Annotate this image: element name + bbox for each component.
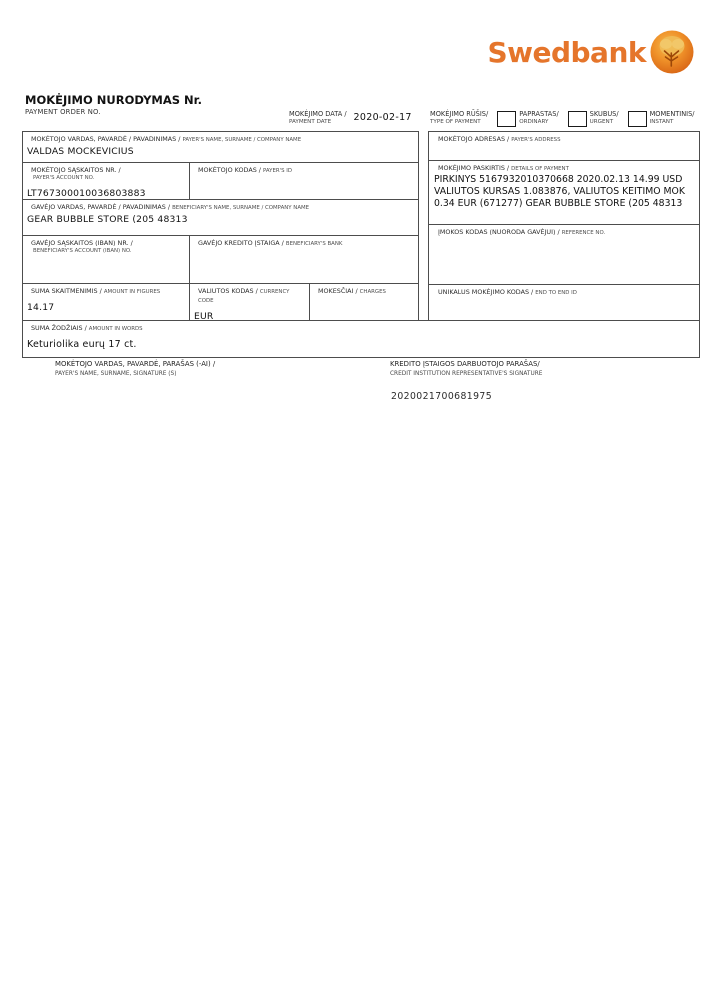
reference-no-cell: ĮMOKOS KODAS (NUORODA GAVĖJUI) / REFERENCE NO. <box>429 225 699 285</box>
beneficiary-name-cell: GAVĖJO VARDAS, PAVARDĖ / PAVADINIMAS / BENEFICIARY'S NAME, SURNAME / COMPANY NAME GEAR BUBBLE STORE (205 48313 <box>23 200 418 235</box>
payment-type-option-urgent <box>568 111 619 127</box>
amount-figures-cell: SUMA SKAITMENIMIS / AMOUNT IN FIGURES 14.17 <box>23 284 189 320</box>
payment-details-value: PIRKINYS 5167932010370668 2020.02.13 14.99 USD VALIUTOS KURSAS 1.083876, VALIUTOS KEITIMO MOK 0.34 EUR (671277) GEAR BUBBLE STORE (205 48313 <box>434 174 685 210</box>
payment-date-value: 2020-02-17 <box>353 112 412 123</box>
currency-code-value: EUR <box>194 311 214 320</box>
ordinary-label: PAPRASTAS/ ORDINARY <box>519 110 559 125</box>
payment-date-label: MOKĖJIMO DATA / PAYMENT DATE <box>289 110 347 125</box>
beneficiary-account-cell: GAVĖJO SĄSKAITOS (IBAN) NR. / BENEFICIARY'S ACCOUNT (IBAN) NO. <box>31 239 133 255</box>
form-right-column <box>428 131 700 321</box>
payment-type-option-ordinary <box>497 111 558 127</box>
charges-cell: MOKESČIAI / CHARGES <box>309 284 418 320</box>
amount-figures-value: 14.17 <box>27 302 55 314</box>
bank-signature-label: KREDITO ĮSTAIGOS DARBUOTOJO PARAŠAS/ CREDIT INSTITUTION REPRESENTATIVE'S SIGNATURE <box>390 360 543 377</box>
payer-account-value: LT767300010036803883 <box>27 188 146 199</box>
instant-label: MOMENTINIS/ INSTANT <box>649 110 695 125</box>
payment-form-grid <box>22 131 700 358</box>
instant-checkbox <box>628 111 647 127</box>
payment-type-option-instant <box>628 111 695 127</box>
payer-signature-label: MOKĖTOJO VARDAS, PAVARDĖ, PARAŠAS (-AI) / PAYER'S NAME, SURNAME, SIGNATURE (S) <box>55 360 216 377</box>
payment-details-cell: MOKĖJIMO PASKIRTIS / DETAILS OF PAYMENT PIRKINYS 5167932010370668 2020.02.13 14.99 USD VALIUTOS KURSAS 1.083876, VALIUTOS KEITIMO MOK 0.34 EUR (671277) GEAR BUBBLE STORE (205 48313 <box>429 161 699 225</box>
document-title-block <box>25 93 202 116</box>
payer-account-cell: MOKĖTOJO SĄSKAITOS NR. / PAYER'S ACCOUNT NO. LT767300010036803883 <box>23 163 189 199</box>
order-reference-number: 2020021700681975 <box>391 391 493 402</box>
urgent-label: SKUBUS/ URGENT <box>589 110 619 125</box>
swedbank-logo <box>487 30 694 74</box>
payment-date-group <box>289 111 412 126</box>
beneficiary-name-value: GEAR BUBBLE STORE (205 48313 <box>27 214 188 226</box>
amount-words-value: Keturiolika eurų 17 ct. <box>27 339 137 351</box>
payer-address-cell: MOKĖTOJO ADRESAS / PAYER'S ADDRESS <box>429 132 699 161</box>
form-left-column <box>22 131 419 321</box>
currency-code-cell: VALIUTOS KODAS / CURRENCY CODE EUR <box>189 284 309 320</box>
payer-name-value: VALDAS MOCKEVICIUS <box>27 146 134 158</box>
ordinary-checkbox <box>497 111 516 127</box>
urgent-checkbox <box>568 111 587 127</box>
end-to-end-id-cell: UNIKALUS MOKĖJIMO KODAS / END TO END ID <box>438 288 577 296</box>
swedbank-globe-icon <box>650 30 694 74</box>
amount-words-cell: SUMA ŽODŽIAIS / AMOUNT IN WORDS Keturiolika eurų 17 ct. <box>22 320 700 358</box>
swedbank-logo-text: Swedbank <box>487 35 646 69</box>
payer-id-cell: MOKĖTOJO KODAS / PAYER'S ID <box>189 163 418 199</box>
page-title: MOKĖJIMO NURODYMAS Nr. <box>25 93 203 107</box>
payment-type-group <box>430 111 695 127</box>
payer-name-cell: MOKĖTOJO VARDAS, PAVARDĖ / PAVADINIMAS / PAYER'S NAME, SURNAME / COMPANY NAME VALDAS MOCKEVICIUS <box>23 132 418 162</box>
page-subtitle: PAYMENT ORDER NO. <box>25 108 101 116</box>
column-gap <box>419 131 428 321</box>
beneficiary-bank-cell: GAVĖJO KREDITO ĮSTAIGA / BENEFICIARY'S BANK <box>189 236 418 283</box>
payment-type-label: MOKĖJIMO RŪŠIS/ TYPE OF PAYMENT <box>430 110 489 125</box>
